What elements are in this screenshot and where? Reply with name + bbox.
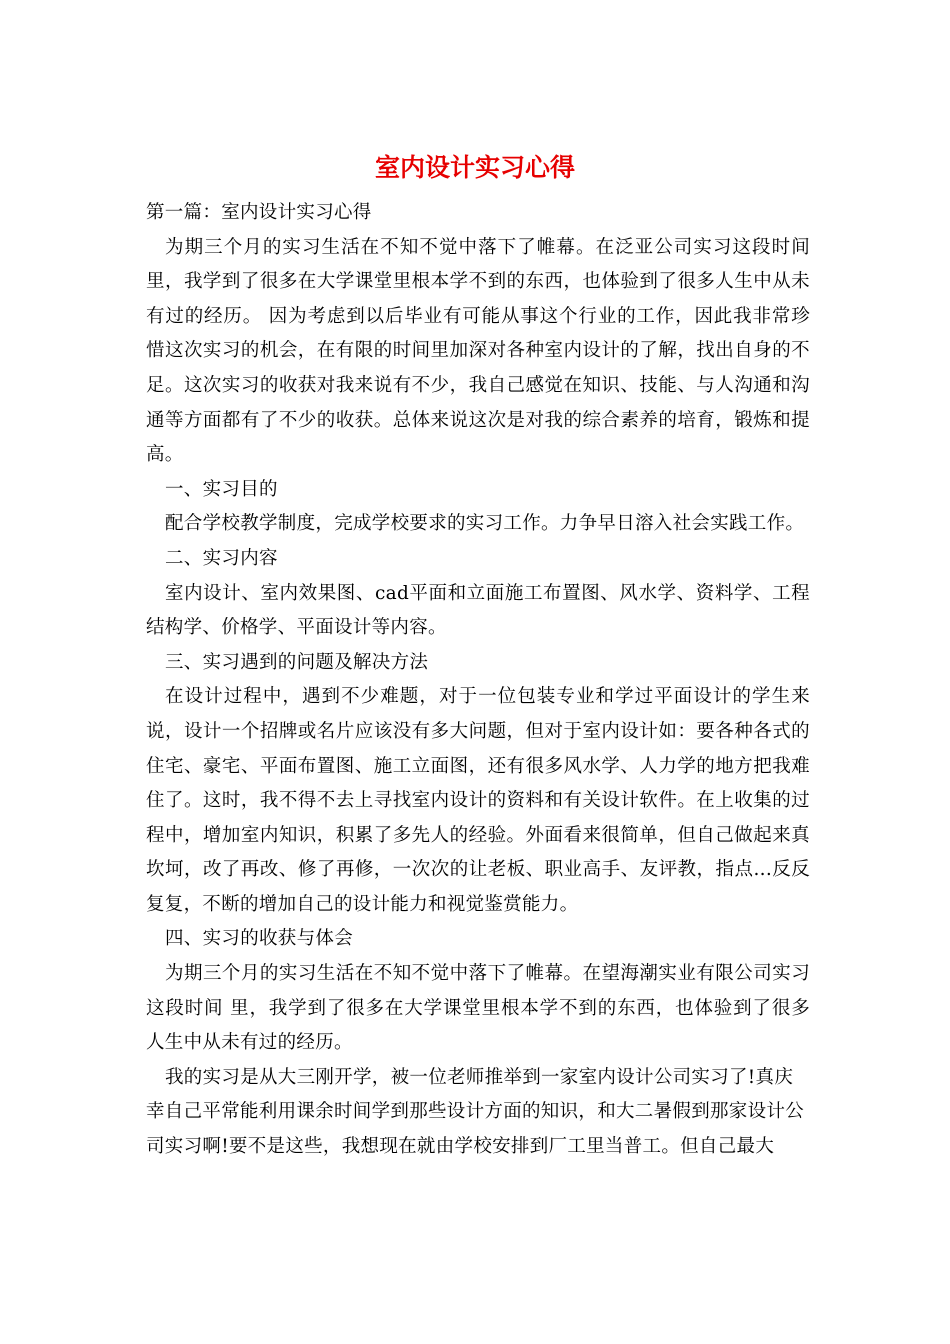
body-paragraph-content: 室内设计、室内效果图、cad平面和立面施工布置图、风水学、资料学、工程结构学、价格学、平面设计等内容。 bbox=[146, 582, 810, 639]
body-paragraph-intro: 为期三个月的实习生活在不知不觉中落下了帷幕。在泛亚公司实习这段时间里，我学到了很多在大学课堂里根本学不到的东西，也体验到了很多人生中从未有过的经历。 因为考虑到以后毕业有可能从事这个行业的工作，因此我非常珍惜这次实习的机会，在有限的时间里加深对各种室内设计的了解，找出自身的不足。这次实习的收获对我来说有不少，我自己感觉在知识、技能、与人沟通和沟通等方面都有了不少的收获。总体来说这次是对我的综合素养的培育，锻炼和提高。 bbox=[146, 236, 810, 466]
section-heading-problems: 三、实习遇到的问题及解决方法 bbox=[165, 651, 429, 673]
body-paragraph-experience: 我的实习是从大三刚开学，被一位老师推举到一家室内设计公司实习了!真庆幸自己平常能利用课余时间学到那些设计方面的知识，和大二暑假到那家设计公司实习啊!要不是这些，我想现在就由学校安排到厂工里当普工。但自己最大 bbox=[146, 1066, 805, 1158]
section-heading-purpose: 一、实习目的 bbox=[165, 478, 278, 500]
body-paragraph-problems: 在设计过程中，遇到不少难题，对于一位包装专业和学过平面设计的学生来说，设计一个招牌或名片应该没有多大问题，但对于室内设计如：要各种各式的住宅、豪宅、平面布置图、施工立面图，还有很多风水学、人力学的地方把我难住了。这时，我不得不去上寻找室内设计的资料和有关设计软件。在上收集的过程中，增加室内知识，积累了多先人的经验。外面看来很简单，但自己做起来真坎坷，改了再改、修了再修，一次次的让老板、职业高手、友评教，指点...反反复复，不断的增加自己的设计能力和视觉鉴赏能力。 bbox=[146, 686, 810, 915]
section-heading-content: 二、实习内容 bbox=[165, 547, 278, 569]
section-heading-part-one: 第一篇：室内设计实习心得 bbox=[146, 202, 372, 223]
document-body bbox=[146, 196, 810, 1165]
body-paragraph-gains: 为期三个月的实习生活在不知不觉中落下了帷幕。在望海潮实业有限公司实习这段时间 里，我学到了很多在大学课堂里根本学不到的东西，也体验到了很多人生中从未有过的经历。 bbox=[146, 963, 810, 1054]
section-heading-gains: 四、实习的收获与体会 bbox=[165, 928, 354, 950]
body-paragraph-purpose: 配合学校教学制度，完成学校要求的实习工作。力争早日溶入社会实践工作。 bbox=[165, 513, 805, 535]
document-title: 室内设计实习心得 bbox=[374, 153, 575, 182]
